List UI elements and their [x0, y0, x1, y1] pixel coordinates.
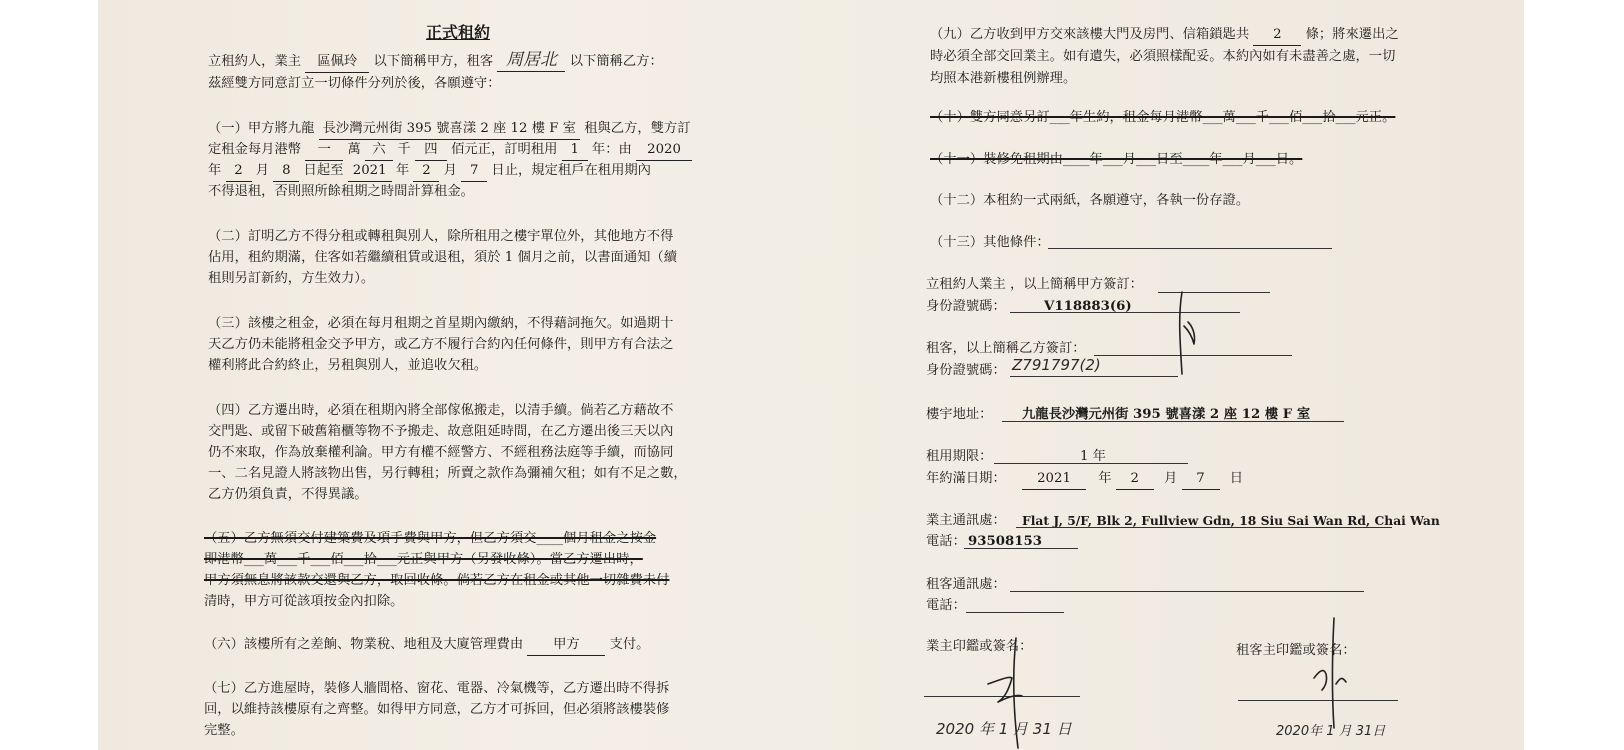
clause-2-line-3: 租則另訂新約，方生效力）。: [208, 271, 375, 286]
landlord-name: 區佩玲: [305, 51, 369, 73]
tenant-name-handwritten: 周居北: [497, 50, 565, 72]
clause-5-line-2: 即港幣___萬___千___佰___拾___元正與甲方（另發收條）。當乙方遷出時，: [204, 552, 643, 567]
other-terms-line: [1048, 248, 1332, 249]
landlord-sign-date: 2020 年 1 月 31 日: [936, 720, 1072, 738]
clause-11: （十一）裝修免租期由____年___月___日至____年___月___日。: [930, 152, 1303, 167]
tenant-contact-label: 租客通訊處：: [926, 577, 1006, 592]
clause-3-line-3: 權利將此合約終止，另租與別人，並追收欠租。: [208, 358, 488, 373]
tenant-sign-date: 2020年 1 月 31日: [1276, 724, 1386, 739]
landlord-seal-label: 業主印鑑或簽名：: [926, 639, 1033, 654]
clause-1-line-1: （一）甲方將九龍 長沙灣元州街 395 號喜漾 2 座 12 樓 F 室 租與乙方，雙方訂: [208, 118, 691, 140]
period-label: 租用期限：: [926, 449, 993, 464]
clause-7-line-1: （七）乙方進屋時，裝修人牆間格、窗花、電器、冷氣機等，乙方遷出時不得拆: [204, 681, 670, 696]
landlord-sign-label: 立租約人業主 ，以上簡稱甲方簽訂：: [926, 277, 1143, 292]
clause-10: （十）雙方同意另訂___年生約，租金每月港幣___萬___千___佰___拾___元正。: [930, 110, 1396, 125]
tenant-sign-label: 租客，以上簡稱乙方簽訂：: [926, 341, 1086, 356]
expiry-date: 2021 年 2 月 7 日: [1022, 468, 1243, 490]
tenant-id-handwritten: Z791797(2): [1012, 356, 1101, 374]
clause-5-line-4: 清時，甲方可從該項按金內扣除。: [204, 594, 404, 609]
period-line: [994, 463, 1188, 464]
landlord-id-label: 身份證號碼：: [926, 299, 1006, 314]
clause-1-line-4: 不得退租，否則照所餘租期之時間計算租金。: [208, 184, 474, 199]
clause-13-label: （十三）其他條件：: [930, 235, 1050, 250]
tenant-seal-signature: [1294, 618, 1374, 730]
property-address: 長沙灣元州街 395 號喜漾 2 座 12 樓 F 室: [319, 118, 580, 140]
landlord-phone-line: [964, 548, 1078, 549]
landlord-contact-label: 業主通訊處：: [926, 513, 1006, 528]
landlord-id: V118883(6): [1044, 299, 1132, 314]
landlord-contact-value: Flat J, 5/F, Blk 2, Fullview Gdn, 18 Siu Sai Wan Rd, Chai Wan: [1022, 513, 1440, 528]
landlord-phone-label: 電話：: [926, 534, 966, 549]
clause-7-line-3: 完整。: [204, 723, 244, 738]
address-value: 九龍長沙灣元州街 395 號喜漾 2 座 12 樓 F 室: [1022, 407, 1311, 422]
page-title: 正式租約: [426, 23, 491, 42]
address-line: [1002, 421, 1344, 422]
lease-document: [98, 0, 1524, 750]
tenant-contact-line: [1010, 591, 1364, 592]
clause-3-line-2: 天乙方仍未能將租金交予甲方，或乙方不履行合約內任何條件，則甲方有合法之: [208, 337, 674, 352]
intro-line-1: 立租約人，業主 區佩玲 以下簡稱甲方，租客 周居北 以下簡稱乙方：: [208, 50, 663, 73]
address-label: 樓宇地址：: [926, 407, 993, 422]
clause-9-line-2: 時必須全部交回業主。如有遺失，必須照樣配妥。本約內如有未盡善之處，一切: [930, 49, 1396, 64]
expiry-label: 年約滿日期：: [926, 471, 1006, 486]
tenant-id-line: [1010, 376, 1178, 377]
clause-6: （六）該樓所有之差餉、物業稅、地租及大廈管理費由 甲方 支付。: [204, 634, 649, 656]
fees-payer: 甲方: [527, 634, 605, 656]
clause-4-line-1: （四）乙方遷出時，必須在租期內將全部傢俬搬走，以清手續。倘若乙方藉故不: [208, 403, 674, 418]
tenant-phone-line: [966, 612, 1064, 613]
tenant-id-label: 身份證號碼：: [926, 363, 1006, 378]
clause-4-line-4: 一、二名見證人將該物出售，另行轉租；所賣之款作為彌補欠租；如有不足之數，: [208, 466, 687, 481]
clause-7-line-2: 回，以維持該樓原有之齊整。如得甲方同意，乙方才可拆回，但必須將該樓裝修: [204, 702, 670, 717]
tenant-phone-label: 電話：: [926, 598, 966, 613]
period-value: 1 年: [1080, 449, 1106, 464]
clause-1-line-3: 年 2 月 8 日起至 2021 年 2 月 7 日止，規定租戶在租用期內: [208, 160, 651, 182]
clause-2-line-1: （二）訂明乙方不得分租或轉租與別人，除所租用之樓宇單位外，其他地方不得: [208, 229, 674, 244]
key-count: 2: [1253, 24, 1301, 46]
landlord-signature: [1158, 286, 1218, 376]
clause-4-line-2: 交門匙、或留下破舊箱櫃等物不予搬走、故意阻延時間，在乙方遷出後三天以內: [208, 424, 674, 439]
intro-line-2: 茲經雙方同意訂立一切條件分列於後，各願遵守：: [208, 76, 501, 91]
clause-1-line-2: 定租金每月港幣 一 萬 六 千 四 佰元正，訂明租用 1 年：由 2020: [208, 139, 692, 161]
clause-9-line-3: 均照本港新樓租例辦理。: [930, 71, 1077, 86]
clause-12: （十二）本租約一式兩紙，各願遵守，各執一份存證。: [930, 193, 1250, 208]
tenant-seal-label: 租客主印鑑或簽名：: [1236, 643, 1356, 658]
clause-2-line-2: 佔用，租約期滿，住客如若繼續租賃或退租，須於 1 個月之前，以書面通知（續: [208, 250, 678, 265]
clause-5-line-1: （五）乙方無須交付建築費及項手費與甲方，但乙方須交____個月租金之按金: [204, 531, 657, 546]
landlord-contact-line: [1016, 527, 1392, 528]
clause-9-line-1: （九）乙方收到甲方交來該樓大門及房門、信箱鎖匙共 2 條；將來遷出之: [930, 24, 1399, 46]
landlord-phone: 93508153: [968, 534, 1043, 549]
clause-5-line-3: 甲方須無息將該款交還與乙方，取回收條。倘若乙方在租金或其他一切雜費未付: [204, 573, 670, 588]
clause-4-line-5: 乙方仍須負責，不得異議。: [208, 487, 368, 502]
clause-3-line-1: （三）該樓之租金，必須在每月租期之首星期內繳納，不得藉詞拖欠。如過期十: [208, 316, 674, 331]
clause-4-line-3: 仍不來取，作為放棄權利論。甲方有權不經警方、不經租務法庭等手續，而協同: [208, 445, 674, 460]
